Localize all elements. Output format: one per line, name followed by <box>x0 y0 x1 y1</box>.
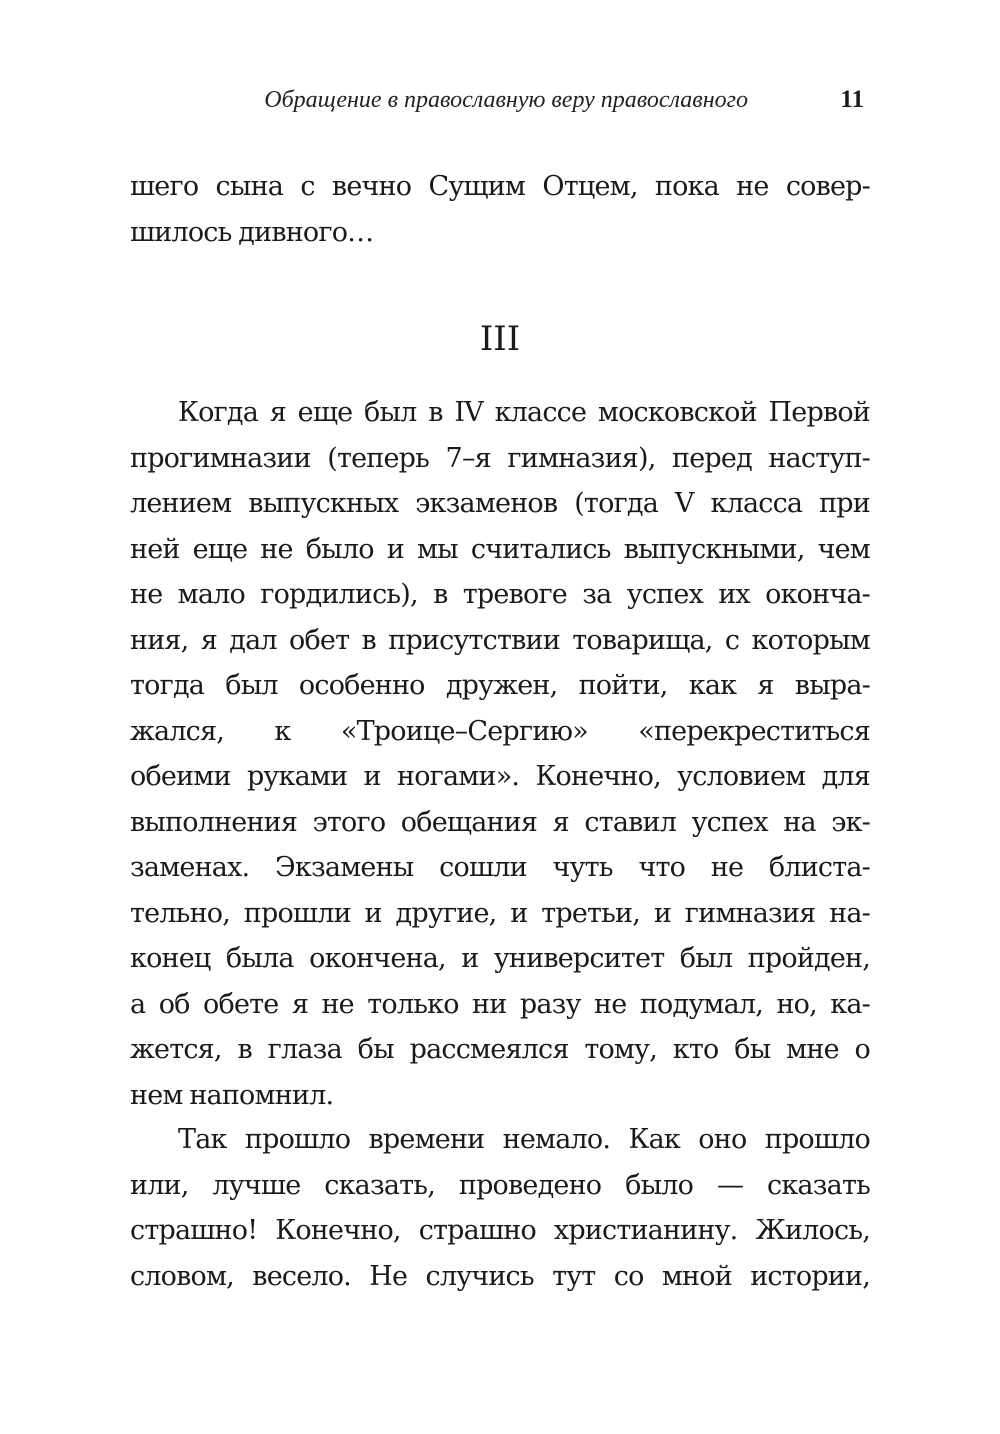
text-line: или, лучше сказать, проведено было — сказать <box>130 1169 870 1201</box>
text-line: Так прошло времени немало. Как оно прошло <box>178 1124 870 1155</box>
text-line: ния, я дал обет в присутствии товарища, с которым <box>130 624 870 656</box>
text-line: заменах. Экзамены сошли чуть что не блиста- <box>130 852 870 883</box>
paragraph-1 <box>130 390 870 1118</box>
text-line: нем напомнил. <box>130 1079 334 1111</box>
chapter-heading: III <box>479 319 521 359</box>
page-number: 11 <box>840 86 864 113</box>
text-line: лением выпускных экзаменов (тогда V класса при <box>130 488 870 519</box>
text-line: жется, в глаза бы рассмеялся тому, кто бы мне о <box>130 1034 870 1065</box>
text-line: конец была окончена, и университет был пройден, <box>130 943 870 974</box>
text-line: словом, весело. Не случись тут со мной истории, <box>130 1260 870 1292</box>
running-head <box>130 82 870 118</box>
text-line: тогда был особенно дружен, пойти, как я выра- <box>130 670 870 701</box>
text-line: шего сына с вечно Сущим Отцем, пока не совер- <box>130 171 870 202</box>
text-line: а об обете я не только ни разу не подумал, но, ка- <box>130 988 870 1020</box>
text-line: ней еще не было и мы считались выпускными, чем <box>130 533 870 565</box>
text-line: страшно! Конечно, страшно христианину. Жилось, <box>130 1215 870 1246</box>
text-line: прогимназии (теперь 7–я гимназия), перед наступ- <box>130 442 870 474</box>
text-line: Когда я еще был в IV классе московской Первой <box>178 397 870 428</box>
text-line: обеими руками и ногами». Конечно, условием для <box>130 761 870 792</box>
text-line: тельно, прошли и другие, и третьи, и гимназия на- <box>130 897 870 929</box>
text-line: шилось дивного… <box>130 216 374 248</box>
continuation-paragraph <box>130 164 870 255</box>
text-line: не мало гордились), в тревоге за успех их оконча- <box>130 579 870 610</box>
text-line: выполнения этого обещания я ставил успех на эк- <box>130 806 870 838</box>
paragraph-2 <box>130 1117 870 1299</box>
running-title: Обращение в православную веру православного <box>264 87 748 113</box>
text-line: жался, к «Троице–Сергию» «перекреститься <box>130 715 870 747</box>
